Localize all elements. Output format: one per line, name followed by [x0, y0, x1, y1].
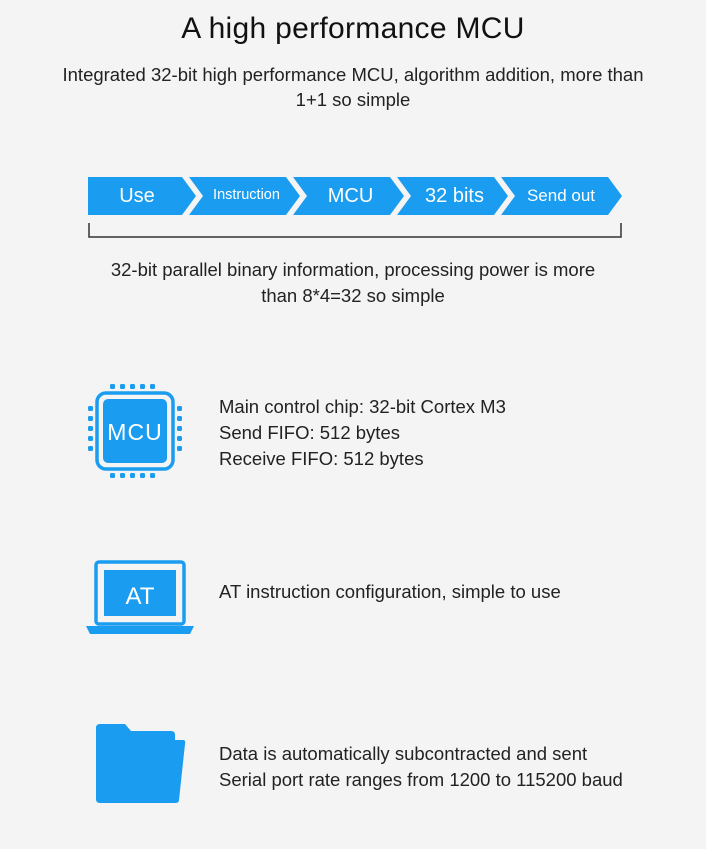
caption-line-2: than 8*4=32 so simple	[261, 285, 445, 306]
flow-step-send-out: Send out	[526, 186, 596, 205]
subtitle-line-2: 1+1 so simple	[295, 89, 411, 110]
mcu-chip-icon	[86, 382, 184, 485]
subtitle-line-1: Integrated 32-bit high performance MCU, algorithm addition, more than	[62, 64, 644, 85]
page-title: A high performance MCU	[181, 12, 525, 45]
feature-mcu-line-3: Receive FIFO: 512 bytes	[219, 448, 424, 469]
laptop-screen-label: AT	[125, 583, 155, 610]
flow-caption	[0, 257, 706, 309]
feature-mcu-text	[219, 394, 506, 472]
page-subtitle	[0, 62, 706, 112]
flow-step-32-bits: 32 bits	[425, 185, 484, 207]
feature-data-text	[219, 741, 623, 793]
feature-mcu-line-2: Send FIFO: 512 bytes	[219, 422, 400, 443]
feature-at-text	[219, 579, 561, 605]
feature-mcu-line-1: Main control chip: 32-bit Cortex M3	[219, 396, 506, 417]
mcu-chip-label: MCU	[107, 419, 163, 445]
process-flow	[88, 177, 622, 215]
flow-step-mcu: MCU	[327, 185, 374, 207]
laptop-icon	[86, 560, 194, 643]
feature-at-line-1: AT instruction configuration, simple to use	[219, 581, 561, 602]
caption-line-1: 32-bit parallel binary information, processing power is more	[110, 259, 596, 280]
flow-bracket	[88, 222, 622, 242]
feature-data-line-2: Serial port rate ranges from 1200 to 115200 baud	[219, 769, 623, 790]
feature-data-line-1: Data is automatically subcontracted and sent	[219, 743, 588, 764]
flow-step-instruction: Instruction	[213, 187, 280, 203]
flow-step-use: Use	[119, 185, 155, 207]
folder-icon	[93, 722, 187, 809]
